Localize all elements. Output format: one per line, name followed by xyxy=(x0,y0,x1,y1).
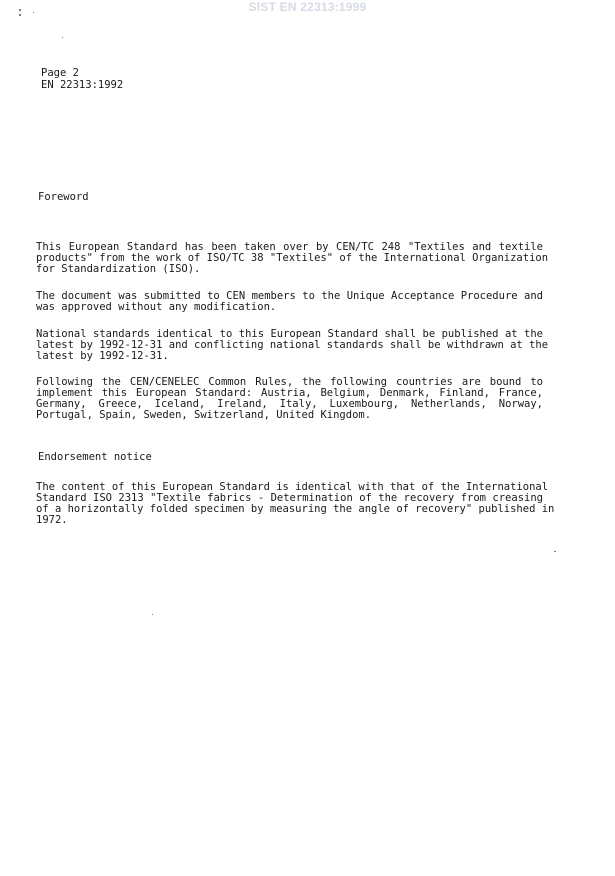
text-line: This European Standard has been taken over by CEN/TC 248 "Textiles and textile xyxy=(36,241,543,253)
watermark: SIST EN 22313:1999 xyxy=(248,0,367,14)
text-line: The document was submitted to CEN members to the Unique Acceptance Procedure and xyxy=(36,290,543,302)
scan-speck xyxy=(19,9,21,11)
text-line: Standard ISO 2313 "Textile fabrics - Determination of the recovery from creasing xyxy=(36,492,543,504)
foreword-heading: Foreword xyxy=(38,191,89,203)
endorsement-heading: Endorsement notice xyxy=(38,451,152,463)
page-header xyxy=(41,67,123,91)
endorsement-paragraph xyxy=(36,481,555,526)
scan-speck xyxy=(152,614,153,615)
scan-speck xyxy=(62,37,63,38)
text-line: was approved without any modification. xyxy=(36,301,277,313)
text-line: Portugal, Spain, Sweden, Switzerland, United Kingdom. xyxy=(36,409,372,421)
foreword-paragraph-1 xyxy=(36,241,549,275)
document-id: EN 22313:1992 xyxy=(41,79,124,91)
text-line: latest by 1992-12-31 and conflicting national standards shall be withdrawn at the xyxy=(36,339,549,351)
text-line: National standards identical to this European Standard shall be published at the xyxy=(36,328,543,340)
text-line: of a horizontally folded specimen by measuring the angle of recovery" published in xyxy=(36,503,555,515)
text-line: latest by 1992-12-31. xyxy=(36,350,169,362)
foreword-paragraph-4 xyxy=(36,377,543,421)
page-number: Page 2 xyxy=(41,67,79,79)
text-line: products" from the work of ISO/TC 38 "Textiles" of the International Organization xyxy=(36,252,549,264)
text-line: implement this European Standard: Austria, Belgium, Denmark, Finland, France, xyxy=(36,387,543,399)
text-line: Following the CEN/CENELEC Common Rules, the following countries are bound to xyxy=(36,376,543,388)
text-line: for Standardization (ISO). xyxy=(36,263,201,275)
foreword-paragraph-2 xyxy=(36,291,543,313)
scan-speck xyxy=(19,14,21,16)
scan-speck xyxy=(33,12,34,13)
foreword-paragraph-3 xyxy=(36,328,549,362)
text-line: Germany, Greece, Iceland, Ireland, Italy, Luxembourg, Netherlands, Norway, xyxy=(36,398,543,410)
text-line: 1972. xyxy=(36,514,68,526)
scan-speck xyxy=(554,551,556,552)
text-line: The content of this European Standard is identical with that of the International xyxy=(36,481,549,493)
